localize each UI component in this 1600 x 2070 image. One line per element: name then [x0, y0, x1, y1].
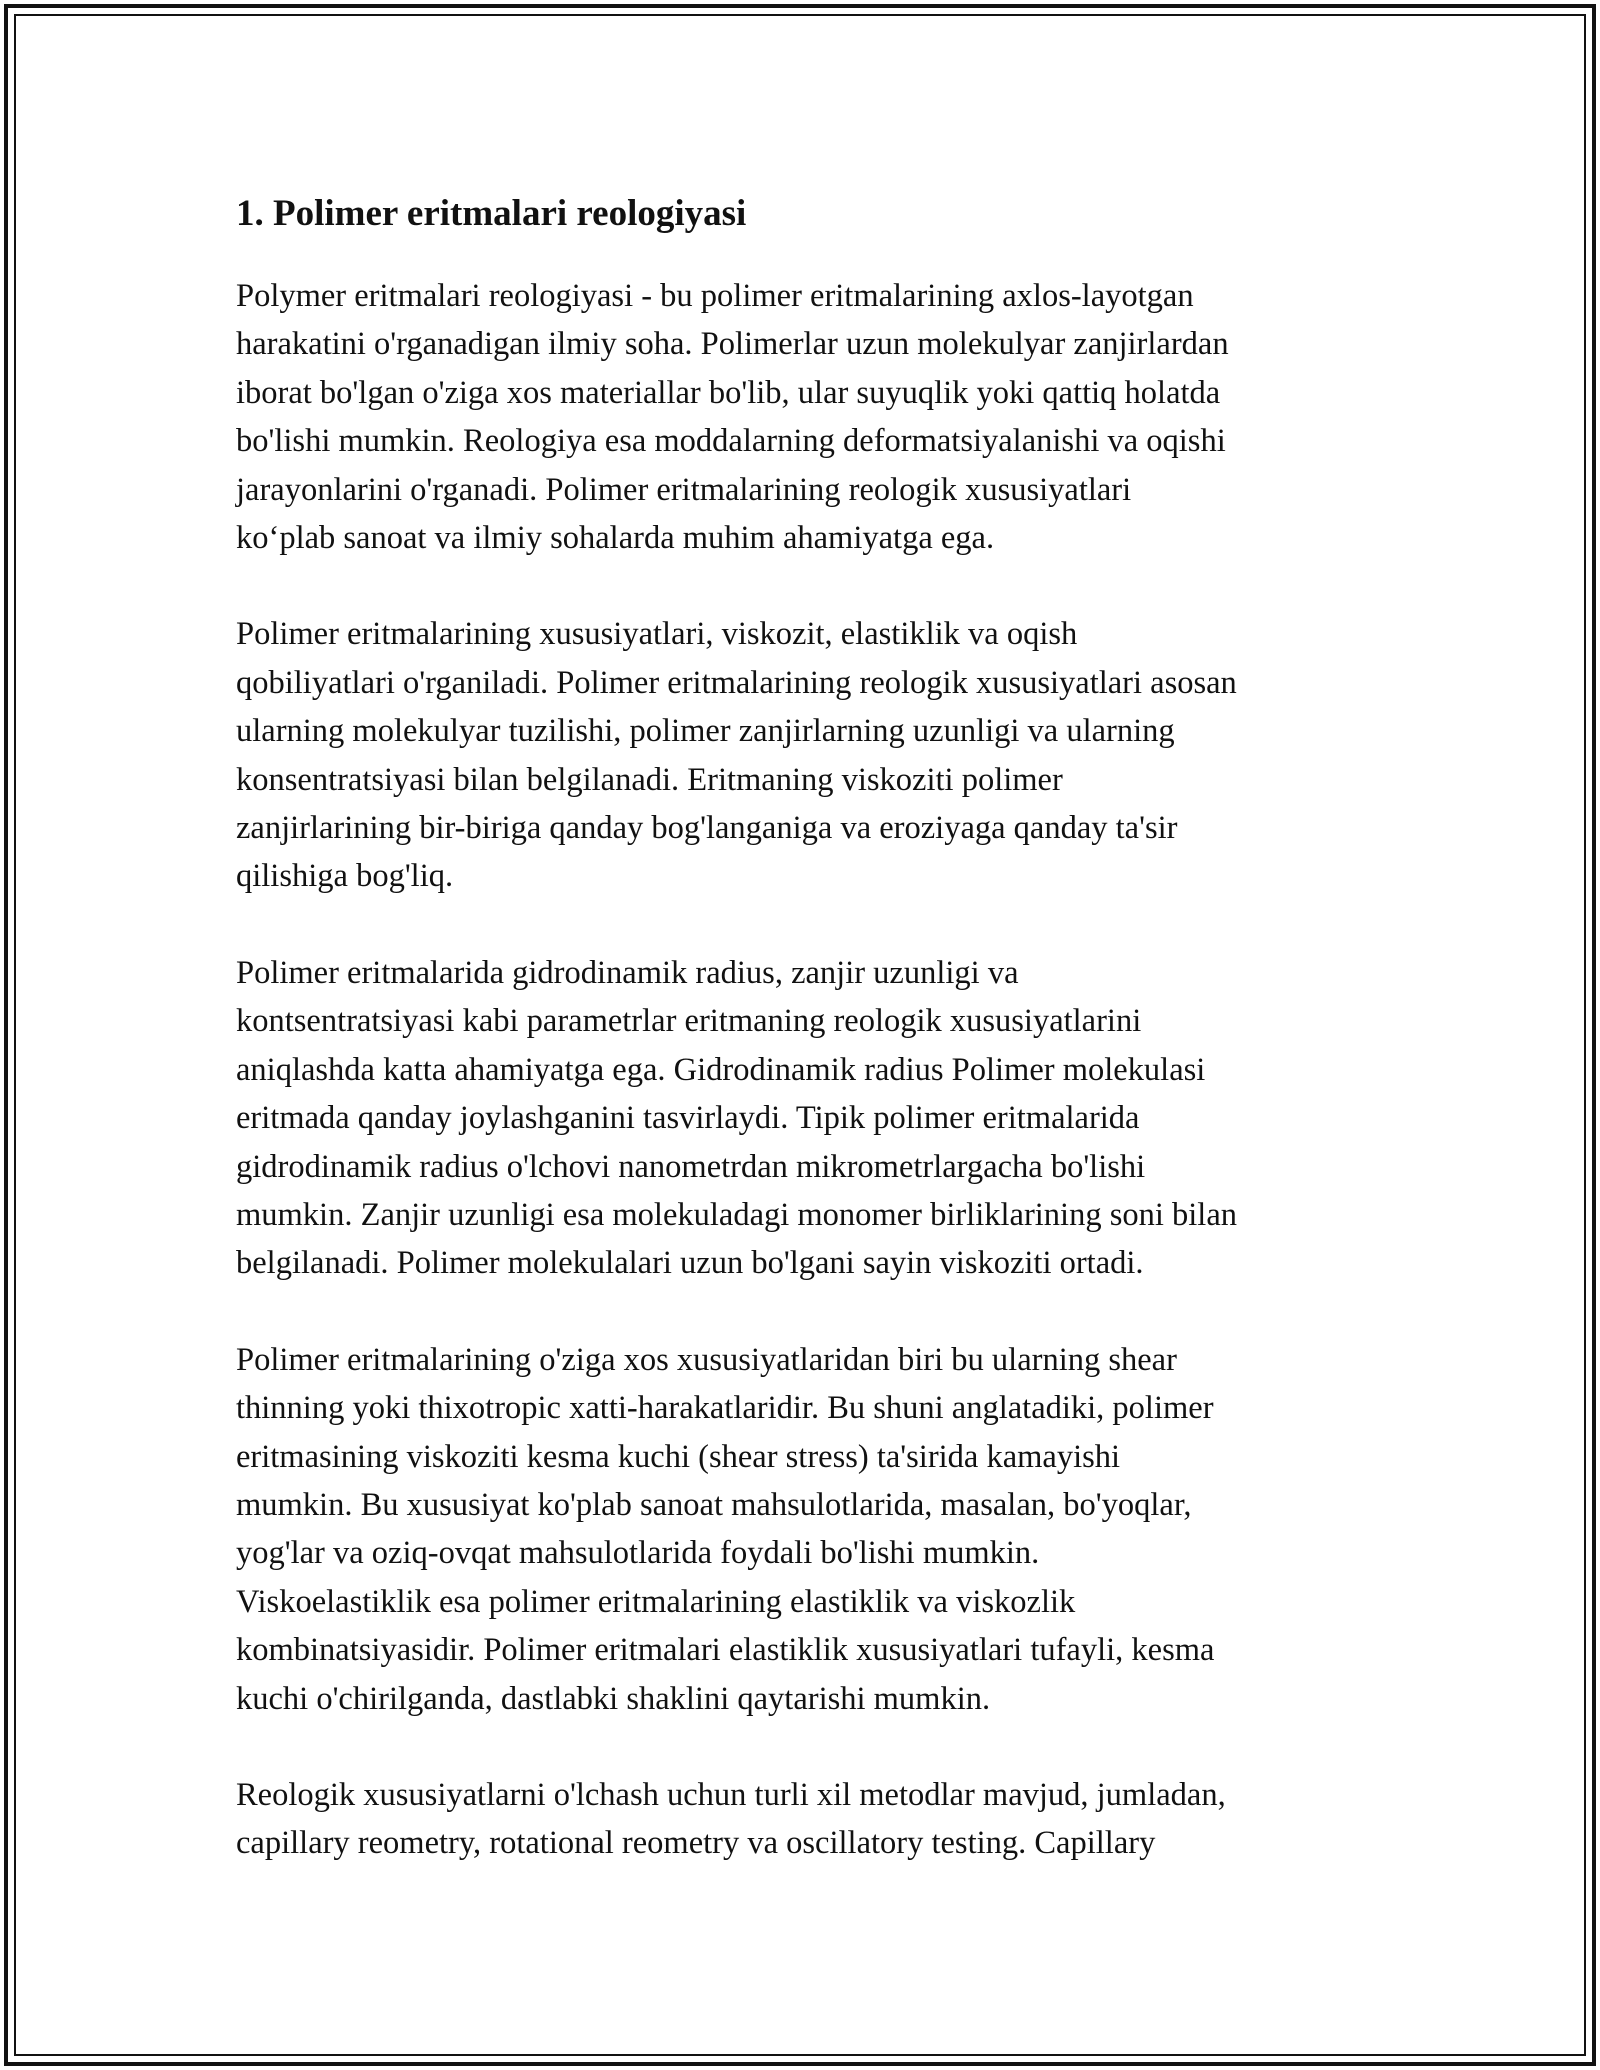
section-heading: 1. Polimer eritmalari reologiyasi	[236, 193, 747, 234]
text-line: konsentratsiyasi bilan belgilanadi. Eritmaning viskoziti polimer	[236, 761, 1063, 798]
text-line: Polimer eritmalarida gidrodinamik radius, zanjir uzunligi va	[236, 954, 1019, 991]
text-line: jarayonlarini o'rganadi. Polimer eritmalarining reologik xususiyatlari	[236, 471, 1132, 508]
document-body	[236, 186, 1386, 1916]
text-line: gidrodinamik radius o'lchovi nanometrdan mikrometrlargacha bo'lishi	[236, 1148, 1146, 1185]
text-line: qobiliyatlari o'rganiladi. Polimer eritmalarining reologik xususiyatlari asosan	[236, 664, 1237, 701]
text-line: eritmada qanday joylashganini tasvirlaydi. Tipik polimer eritmalarida	[236, 1100, 1140, 1137]
text-line: kombinatsiyasidir. Polimer eritmalari elastiklik xususiyatlari tufayli, kesma	[236, 1632, 1215, 1669]
paragraph-2	[236, 610, 1386, 900]
paragraph-4	[236, 1336, 1386, 1723]
text-line: ularning molekulyar tuzilishi, polimer zanjirlarning uzunligi va ularning	[236, 713, 1175, 750]
text-line: mumkin. Bu xususiyat ko'plab sanoat mahsulotlarida, masalan, bo'yoqlar,	[236, 1486, 1192, 1523]
text-line: eritmasining viskoziti kesma kuchi (shear stress) ta'sirida kamayishi	[236, 1438, 1121, 1475]
text-line: yog'lar va oziq-ovqat mahsulotlarida foydali bo'lishi mumkin.	[236, 1535, 1040, 1572]
paragraph-3	[236, 949, 1386, 1288]
paragraph-1	[236, 272, 1386, 562]
text-line: aniqlashda katta ahamiyatga ega. Gidrodinamik radius Polimer molekulasi	[236, 1051, 1206, 1088]
text-line: thinning yoki thixotropic xatti-harakatlaridir. Bu shuni anglatadiki, polimer	[236, 1390, 1214, 1427]
text-line: bo'lishi mumkin. Reologiya esa moddalarning deformatsiyalanishi va oqishi	[236, 423, 1226, 460]
text-line: Reologik xususiyatlarni o'lchash uchun turli xil metodlar mavjud, jumladan,	[236, 1776, 1226, 1813]
text-line: harakatini o'rganadigan ilmiy soha. Polimerlar uzun molekulyar zanjirlardan	[236, 326, 1229, 363]
text-line: kontsentratsiyasi kabi parametrlar eritmaning reologik xususiyatlarini	[236, 1003, 1142, 1040]
text-line: zanjirlarining bir-biriga qanday bog'langaniga va eroziyaga qanday ta'sir	[236, 810, 1178, 847]
text-line: mumkin. Zanjir uzunligi esa molekuladagi monomer birliklarining soni bilan	[236, 1196, 1237, 1233]
text-line: capillary reometry, rotational reometry va oscillatory testing. Capillary	[236, 1825, 1156, 1862]
paragraph-5	[236, 1771, 1386, 1868]
text-line: Polimer eritmalarining xususiyatlari, viskozit, elastiklik va oqish	[236, 616, 1078, 653]
text-line: belgilanadi. Polimer molekulalari uzun bo'lgani sayin viskoziti ortadi.	[236, 1245, 1144, 1282]
text-line: kuchi o'chirilganda, dastlabki shaklini qaytarishi mumkin.	[236, 1680, 991, 1717]
text-line: Polimer eritmalarining o'ziga xos xususiyatlaridan biri bu ularning shear	[236, 1341, 1177, 1378]
text-line: iborat bo'lgan o'ziga xos materiallar bo'lib, ular suyuqlik yoki qattiq holatda	[236, 374, 1221, 411]
text-line: Polymer eritmalari reologiyasi - bu polimer eritmalarining axlos-layotgan	[236, 278, 1194, 314]
text-line: qilishiga bog'liq.	[236, 858, 454, 895]
text-line: Viskoelastiklik esa polimer eritmalarining elastiklik va viskozlik	[236, 1583, 1076, 1620]
text-line: ko‘plab sanoat va ilmiy sohalarda muhim ahamiyatga ega.	[236, 520, 995, 557]
